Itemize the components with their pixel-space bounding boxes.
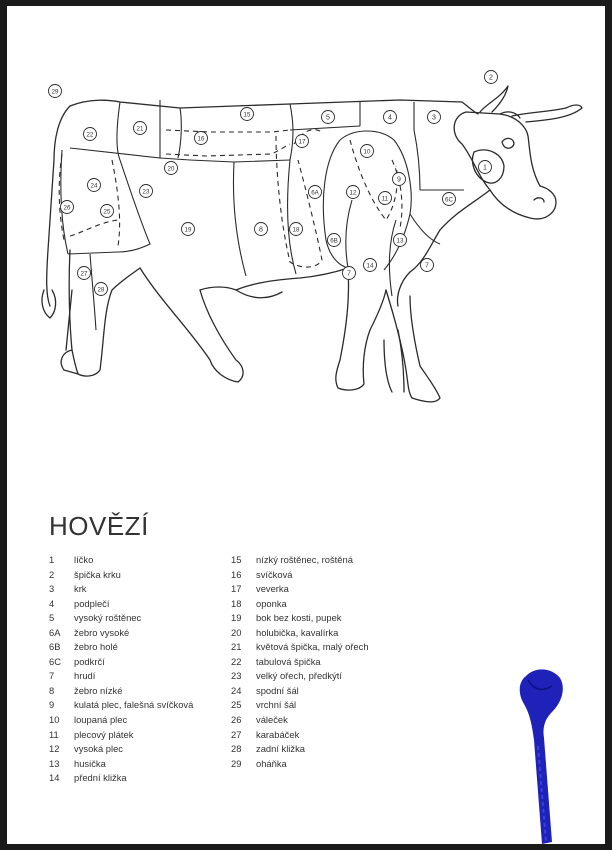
legend-item — [49, 611, 193, 626]
legend-number: 15 — [231, 554, 242, 565]
cut-number-text: 7 — [347, 270, 351, 278]
legend-cut-name: loupaná plec — [74, 714, 128, 726]
cut-number-text: 16 — [197, 135, 205, 143]
legend-number: 14 — [49, 772, 60, 784]
legend-number: 23 — [231, 670, 242, 682]
cut-number-marker — [322, 111, 335, 124]
legend-item — [231, 553, 369, 568]
legend-cut-name: špička krku — [74, 568, 121, 580]
cut-number-marker — [290, 223, 303, 236]
cut-number-marker — [195, 132, 208, 145]
legend-number: 29 — [231, 757, 242, 769]
cut-number-marker — [421, 259, 434, 272]
legend-number: 7 — [49, 670, 55, 682]
legend-number: 4 — [49, 597, 55, 609]
cut-number-text: 28 — [97, 286, 105, 294]
cut-number-text: 18 — [292, 226, 300, 234]
cut-number-text: 6C — [445, 196, 453, 204]
bookmark-ribbon — [512, 666, 572, 846]
legend-item — [49, 597, 193, 612]
cut-number-marker — [364, 259, 377, 272]
cut-number-marker — [485, 71, 498, 84]
legend-cut-name: veverka — [256, 583, 289, 595]
legend-column-right — [231, 553, 369, 771]
cut-number-text: 7 — [425, 262, 429, 270]
legend-cut-name: zadní kližka — [256, 743, 305, 755]
legend-number: 17 — [231, 583, 242, 595]
legend-cut-name: líčko — [74, 554, 94, 565]
cut-number-marker — [84, 128, 97, 141]
legend-item — [49, 728, 193, 743]
cut-number-marker — [443, 193, 456, 206]
cut-number-text: 25 — [103, 208, 111, 216]
legend-item — [49, 742, 193, 757]
legend-cut-name: vysoká plec — [74, 743, 123, 755]
cut-number-text: 6A — [311, 189, 319, 197]
legend-number: 27 — [231, 728, 242, 740]
cut-number-text: 17 — [298, 138, 306, 146]
cut-number-text: 23 — [142, 188, 150, 196]
cut-number-marker — [88, 179, 101, 192]
cut-number-marker — [379, 192, 392, 205]
legend-item — [231, 655, 369, 670]
cut-number-text: 29 — [51, 88, 59, 96]
legend-item — [231, 640, 369, 655]
legend-cut-name: svíčková — [256, 568, 293, 580]
legend-cut-name: květová špička, malý ořech — [256, 641, 369, 653]
legend-number: 19 — [231, 612, 242, 624]
cut-number-text: 12 — [349, 189, 357, 197]
legend-cut-name: přední kližka — [74, 772, 127, 784]
legend-cut-name: žebro vysoké — [74, 626, 130, 638]
cut-number-marker — [343, 267, 356, 280]
legend-cut-name: bok bez kosti, pupek — [256, 612, 342, 624]
legend-item — [49, 553, 193, 568]
legend-cut-name: oponka — [256, 597, 287, 609]
cut-number-marker — [165, 162, 178, 175]
legend-number: 25 — [231, 699, 242, 711]
legend-cut-name: oháňka — [256, 757, 287, 769]
legend-number: 20 — [231, 626, 242, 638]
legend-item — [231, 757, 369, 772]
cut-number-marker — [101, 205, 114, 218]
cut-number-marker — [384, 111, 397, 124]
cut-number-text: 2 — [489, 74, 493, 82]
cut-number-marker — [49, 85, 62, 98]
legend-item — [49, 698, 193, 713]
legend-item — [231, 742, 369, 757]
cut-number-marker — [296, 135, 309, 148]
cut-number-marker — [241, 108, 254, 121]
cut-number-text: 4 — [388, 114, 392, 122]
legend-item — [49, 771, 193, 786]
cut-number-text: 21 — [136, 125, 144, 133]
legend-cut-name: podplečí — [74, 597, 110, 609]
legend-cut-name: nízký roštěnec, roštěná — [256, 554, 353, 565]
legend-number: 6A — [49, 626, 61, 638]
legend-cut-name: vrchní šál — [256, 699, 297, 711]
legend-item — [49, 669, 193, 684]
cut-number-marker — [309, 186, 322, 199]
cut-number-text: 27 — [80, 270, 88, 278]
legend-item — [231, 582, 369, 597]
diagram-number-labels — [7, 6, 605, 466]
legend-number: 13 — [49, 757, 60, 769]
cut-number-marker — [479, 161, 492, 174]
legend-cut-name: tabulová špička — [256, 655, 321, 667]
legend-item — [49, 655, 193, 670]
cut-number-marker — [140, 185, 153, 198]
legend-cut-name: kulatá plec, falešná svíčková — [74, 699, 194, 711]
legend-cut-name: karabáček — [256, 728, 300, 740]
cut-number-marker — [428, 111, 441, 124]
cut-number-text: 13 — [396, 237, 404, 245]
cut-number-marker — [347, 186, 360, 199]
cut-number-text: 19 — [184, 226, 192, 234]
legend-cut-name: žebro nízké — [74, 684, 123, 696]
book-page — [7, 6, 605, 844]
legend-number: 11 — [49, 728, 59, 740]
cut-number-marker — [393, 173, 406, 186]
page-title: HOVĚZÍ — [49, 511, 149, 541]
legend-item — [231, 728, 369, 743]
cut-number-marker — [95, 283, 108, 296]
legend-number: 9 — [49, 699, 55, 711]
legend-cut-name: plecový plátek — [74, 728, 134, 740]
legend-cut-name: spodní šál — [256, 684, 299, 696]
legend-cut-name: holubička, kavalírka — [256, 626, 339, 638]
legend-number: 6B — [49, 641, 61, 653]
legend-item — [231, 626, 369, 641]
legend-number: 26 — [231, 714, 242, 726]
cut-number-text: 5 — [326, 114, 330, 122]
legend-number: 10 — [49, 714, 60, 726]
legend-item — [231, 568, 369, 583]
legend-number: 2 — [49, 568, 55, 580]
cut-number-text: 20 — [167, 165, 175, 173]
legend-number: 5 — [49, 612, 55, 624]
cut-number-text: 10 — [363, 148, 371, 156]
cut-number-text: 8 — [259, 226, 263, 234]
cut-number-text: 15 — [243, 111, 251, 119]
legend-number: 12 — [49, 743, 60, 755]
cut-number-text: 26 — [63, 204, 71, 212]
legend-number: 8 — [49, 684, 55, 696]
legend-number: 3 — [49, 583, 55, 595]
legend-number: 6C — [49, 655, 61, 667]
cut-number-marker — [255, 223, 268, 236]
legend-number: 24 — [231, 684, 242, 696]
cut-number-text: 11 — [381, 195, 389, 203]
cut-number-text: 14 — [366, 262, 374, 270]
cut-number-marker — [394, 234, 407, 247]
legend-number: 1 — [49, 554, 55, 565]
legend-item — [49, 582, 193, 597]
legend-cut-name: hrudí — [74, 670, 96, 682]
cut-number-marker — [61, 201, 74, 214]
legend-cut-name: vysoký roštěnec — [74, 612, 142, 624]
cut-number-text: 3 — [432, 114, 436, 122]
legend-item — [49, 568, 193, 583]
cut-number-text: 22 — [86, 131, 94, 139]
legend-column-left — [49, 553, 193, 786]
legend-item — [231, 698, 369, 713]
legend-cut-name: podkrčí — [74, 655, 105, 667]
cut-number-text: 6B — [330, 237, 338, 245]
cut-number-marker — [182, 223, 195, 236]
legend-number: 28 — [231, 743, 242, 755]
legend-item — [231, 684, 369, 699]
legend-item — [231, 713, 369, 728]
legend-cut-name: žebro holé — [74, 641, 118, 653]
legend-cut-name: velký ořech, předkýtí — [256, 670, 342, 682]
legend-number: 21 — [231, 641, 242, 653]
cut-number-text: 9 — [397, 176, 401, 184]
cut-number-marker — [78, 267, 91, 280]
legend-item — [49, 713, 193, 728]
cut-number-marker — [328, 234, 341, 247]
legend-item — [231, 611, 369, 626]
cut-number-marker — [134, 122, 147, 135]
legend-cut-name: husička — [74, 757, 106, 769]
legend-number: 16 — [231, 568, 242, 580]
legend-item — [231, 597, 369, 612]
legend-cut-name: krk — [74, 583, 87, 595]
legend-number: 18 — [231, 597, 242, 609]
legend-item — [49, 684, 193, 699]
cut-number-text: 1 — [483, 164, 487, 172]
cut-number-marker — [361, 145, 374, 158]
legend-item — [49, 757, 193, 772]
legend-item — [231, 669, 369, 684]
legend-item — [49, 626, 193, 641]
legend-number: 22 — [231, 655, 242, 667]
cut-number-text: 24 — [90, 182, 98, 190]
legend-cut-name: váleček — [256, 714, 288, 726]
legend-item — [49, 640, 193, 655]
